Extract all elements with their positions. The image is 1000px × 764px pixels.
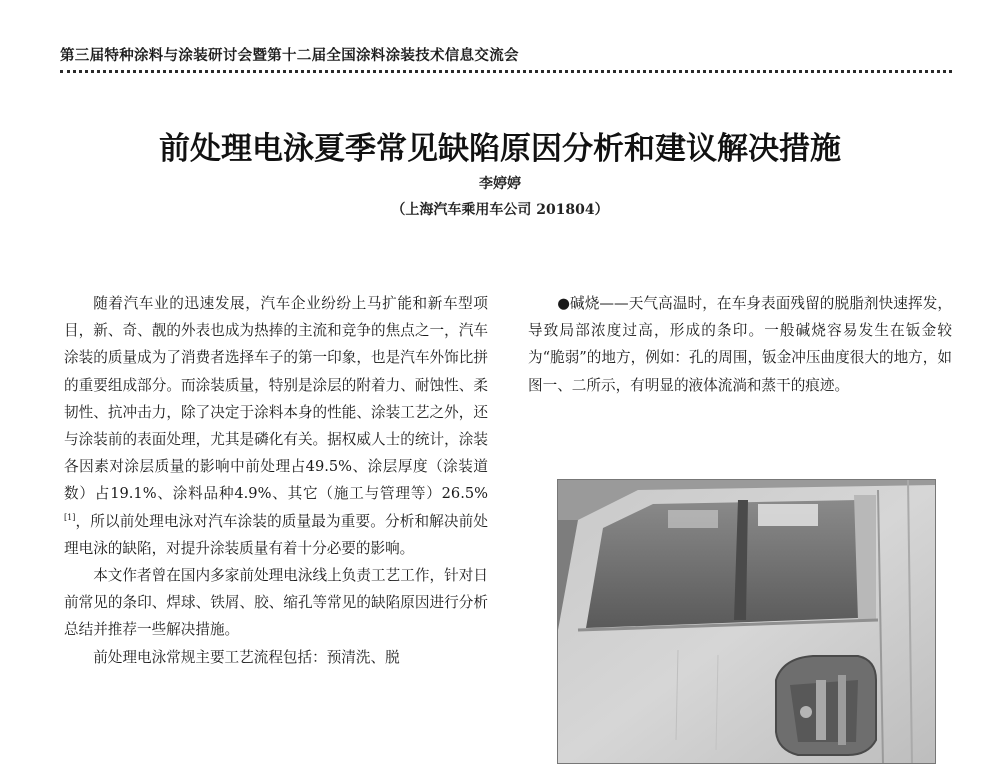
paragraph-process-flow: 前处理电泳常规主要工艺流程包括：预清洗、脱 xyxy=(93,648,400,666)
right-column xyxy=(528,290,952,399)
paragraph-author-experience: 本文作者曾在国内多家前处理电泳线上负责工艺工作，针对日前常见的条印、焊球、铁屑、胶、缩孔等常见的缺陷原因进行分析总结并推荐一些解决措施。 xyxy=(64,567,488,639)
author-name: 李婷婷 xyxy=(479,176,521,192)
car-door-photo xyxy=(558,480,936,764)
author-affiliation: （上海汽车乘用车公司 201804） xyxy=(391,202,609,218)
paragraph-intro-text: 随着汽车业的迅速发展，汽车企业纷纷上马扩能和新车型项目，新、奇、靓的外表也成为热捧的主流和竞争的焦点之一，汽车涂装的质量成为了消费者选择车子的第一印象，也是汽车外饰比拼的重要组成部分。而涂装质量，特别是涂层的附着力、耐蚀性、柔韧性、抗冲击力，除了决定于涂料本身的性能、涂装工艺之外，还与涂装前的表面处理，尤其是磷化有关。据权威人士的统计，涂装各因素对涂层质量的影响中前处理占49.5%、涂层厚度（涂装道数）占19.1%、涂料品种4.9%、其它（施工与管理等）26.5% xyxy=(64,295,488,503)
paragraph-alkali-burn: ●碱烧——天气高温时，在车身表面残留的脱脂剂快速挥发，导致局部浓度过高，形成的条印。一般碱烧容易发生在钣金较为“脆弱”的地方，例如：孔的周围，钣金冲压曲度很大的地方，如图一、二所示，有明显的液体流淌和蒸干的痕迹。 xyxy=(528,295,952,394)
header-dotted-rule xyxy=(60,70,952,73)
car-door-figure xyxy=(557,479,936,764)
paper-title: 前处理电泳夏季常见缺陷原因分析和建议解决措施 xyxy=(159,131,841,167)
citation-ref[interactable]: [1] xyxy=(64,512,76,522)
paragraph-intro xyxy=(64,290,488,562)
running-head: 第三届特种涂料与涂装研讨会暨第十二届全国涂料涂装技术信息交流会 xyxy=(60,48,519,64)
paragraph-intro-tail: ，所以前处理电泳对汽车涂装的质量最为重要。分析和解决前处理电泳的缺陷，对提升涂装质量有着十分必要的影响。 xyxy=(64,512,488,557)
left-column xyxy=(64,290,488,671)
